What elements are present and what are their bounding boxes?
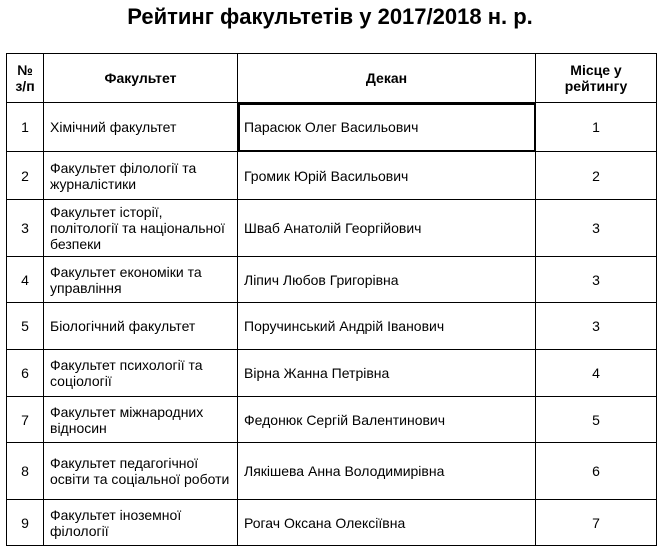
cell-faculty[interactable]: Факультет економіки та управління xyxy=(44,257,238,303)
cell-dean[interactable]: Федонюк Сергій Валентинович xyxy=(238,397,536,443)
table-row xyxy=(7,200,657,257)
cell-dean[interactable]: Ліпич Любов Григорівна xyxy=(238,257,536,303)
cell-place[interactable]: 2 xyxy=(536,152,657,200)
cell-place[interactable]: 3 xyxy=(536,303,657,350)
cell-dean[interactable]: Вірна Жанна Петрівна xyxy=(238,350,536,397)
table-row xyxy=(7,350,657,397)
cell-num[interactable]: 8 xyxy=(7,443,44,500)
cell-faculty[interactable]: Факультет педагогічної освіти та соціальної роботи xyxy=(44,443,238,500)
cell-dean[interactable]: Поручинський Андрій Іванович xyxy=(238,303,536,350)
cell-num[interactable]: 3 xyxy=(7,200,44,257)
header-num: № з/п xyxy=(7,54,44,103)
cell-faculty[interactable]: Факультет іноземної філології xyxy=(44,500,238,546)
cell-dean[interactable]: Лякішева Анна Володимирівна xyxy=(238,443,536,500)
table-row xyxy=(7,257,657,303)
cell-dean[interactable]: Шваб Анатолій Георгійович xyxy=(238,200,536,257)
cell-num[interactable]: 1 xyxy=(7,103,44,152)
table-row xyxy=(7,500,657,546)
table-header-row xyxy=(7,54,657,103)
cell-place[interactable]: 1 xyxy=(536,103,657,152)
cell-place[interactable]: 3 xyxy=(536,257,657,303)
table-row xyxy=(7,303,657,350)
cell-num[interactable]: 7 xyxy=(7,397,44,443)
table-row xyxy=(7,152,657,200)
cell-num[interactable]: 6 xyxy=(7,350,44,397)
cell-dean[interactable]: Громик Юрій Васильович xyxy=(238,152,536,200)
cell-dean-selected[interactable]: Парасюк Олег Васильович xyxy=(238,103,536,152)
cell-num[interactable]: 9 xyxy=(7,500,44,546)
header-dean: Декан xyxy=(238,54,536,103)
page-title: Рейтинг факультетів у 2017/2018 н. р. xyxy=(127,4,533,29)
table-row xyxy=(7,103,657,152)
faculty-rating-table xyxy=(6,53,657,546)
cell-faculty[interactable]: Факультет психології та соціології xyxy=(44,350,238,397)
cell-faculty[interactable]: Факультет історії, політології та національної безпеки xyxy=(44,200,238,257)
cell-faculty[interactable]: Факультет філології та журналістики xyxy=(44,152,238,200)
header-place: Місце у рейтингу xyxy=(536,54,657,103)
cell-faculty[interactable]: Біологічний факультет xyxy=(44,303,238,350)
header-faculty: Факультет xyxy=(44,54,238,103)
cell-dean[interactable]: Рогач Оксана Олексіївна xyxy=(238,500,536,546)
table-row xyxy=(7,397,657,443)
cell-place[interactable]: 7 xyxy=(536,500,657,546)
cell-place[interactable]: 6 xyxy=(536,443,657,500)
cell-faculty[interactable]: Хімічний факультет xyxy=(44,103,238,152)
cell-place[interactable]: 5 xyxy=(536,397,657,443)
cell-place[interactable]: 3 xyxy=(536,200,657,257)
cell-num[interactable]: 4 xyxy=(7,257,44,303)
cell-num[interactable]: 5 xyxy=(7,303,44,350)
table-row xyxy=(7,443,657,500)
cell-faculty[interactable]: Факультет міжнародних відносин xyxy=(44,397,238,443)
cell-place[interactable]: 4 xyxy=(536,350,657,397)
cell-num[interactable]: 2 xyxy=(7,152,44,200)
